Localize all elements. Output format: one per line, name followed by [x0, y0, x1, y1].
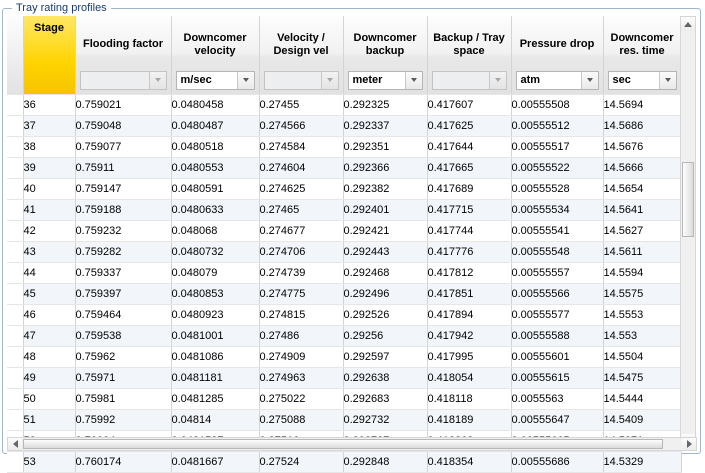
- cell-stage[interactable]: 46: [23, 304, 75, 325]
- column-header-label: Downcomer velocity: [183, 31, 247, 57]
- cell-value[interactable]: 0.00555508: [511, 94, 603, 115]
- cell-value[interactable]: 0.0480458: [171, 94, 259, 115]
- cell-value[interactable]: 0.274775: [259, 283, 343, 304]
- profiles-table: [7, 16, 682, 473]
- cell-value[interactable]: 0.417625: [427, 115, 511, 136]
- table-row[interactable]: [7, 220, 681, 241]
- column-header-label: Pressure drop: [519, 38, 595, 51]
- row-select-cell[interactable]: [7, 115, 23, 136]
- row-select-cell[interactable]: [7, 199, 23, 220]
- cell-value[interactable]: 0.274963: [259, 367, 343, 388]
- cell-value[interactable]: 0.417942: [427, 325, 511, 346]
- chevron-down-icon: [149, 72, 166, 89]
- cell-value[interactable]: 0.04814: [171, 409, 259, 430]
- cell-value[interactable]: 0.27524: [259, 451, 343, 472]
- unit-select-downcomer-velocity[interactable]: [176, 71, 255, 90]
- column-header-label: Velocity / Design vel: [273, 31, 329, 57]
- stage-header-highlight: [24, 16, 75, 94]
- cell-value[interactable]: 14.5504: [603, 346, 681, 367]
- scroll-up-icon[interactable]: [681, 17, 695, 31]
- cell-value[interactable]: 0.292401: [343, 199, 427, 220]
- cell-value[interactable]: 0.0480923: [171, 304, 259, 325]
- cell-value[interactable]: 0.75962: [75, 346, 171, 367]
- cell-value[interactable]: 0.292351: [343, 136, 427, 157]
- cell-value[interactable]: 0.274706: [259, 241, 343, 262]
- row-select-cell[interactable]: [7, 262, 23, 283]
- chevron-down-icon[interactable]: [405, 72, 422, 89]
- cell-value[interactable]: 0.0480853: [171, 283, 259, 304]
- vertical-scrollbar[interactable]: [680, 16, 696, 449]
- column-header-velocity-design-vel[interactable]: [259, 16, 343, 94]
- column-header-backup-tray-space[interactable]: [427, 16, 511, 94]
- cell-value[interactable]: 0.275022: [259, 388, 343, 409]
- cell-value[interactable]: 0.00555541: [511, 220, 603, 241]
- cell-value[interactable]: 0.27455: [259, 94, 343, 115]
- cell-value[interactable]: 0.418354: [427, 451, 511, 472]
- cell-value[interactable]: 0.0480633: [171, 199, 259, 220]
- cell-stage[interactable]: 41: [23, 199, 75, 220]
- column-header-downcomer-velocity[interactable]: [171, 16, 259, 94]
- row-select-cell[interactable]: [7, 304, 23, 325]
- unit-select-pressure-drop[interactable]: [516, 71, 599, 90]
- cell-value[interactable]: 0.00555647: [511, 409, 603, 430]
- row-select-cell[interactable]: [7, 346, 23, 367]
- cell-value[interactable]: 0.27465: [259, 199, 343, 220]
- cell-value[interactable]: 0.274625: [259, 178, 343, 199]
- row-select-cell[interactable]: [7, 241, 23, 262]
- cell-value[interactable]: 0.0481667: [171, 451, 259, 472]
- cell-value[interactable]: 0.00555522: [511, 157, 603, 178]
- table-row[interactable]: [7, 157, 681, 178]
- table-row[interactable]: [7, 325, 681, 346]
- cell-value[interactable]: 0.00555548: [511, 241, 603, 262]
- table-row[interactable]: [7, 283, 681, 304]
- cell-stage[interactable]: 48: [23, 346, 75, 367]
- cell-value[interactable]: 0.418189: [427, 409, 511, 430]
- cell-value[interactable]: 0.760174: [75, 451, 171, 472]
- cell-value[interactable]: 0.417995: [427, 346, 511, 367]
- cell-value[interactable]: 0.0481001: [171, 325, 259, 346]
- cell-value[interactable]: 0.292683: [343, 388, 427, 409]
- vertical-scroll-thumb[interactable]: [682, 162, 694, 237]
- cell-stage[interactable]: 40: [23, 178, 75, 199]
- cell-value[interactable]: 0.274815: [259, 304, 343, 325]
- cell-value[interactable]: 14.5627: [603, 220, 681, 241]
- cell-value[interactable]: 0.417894: [427, 304, 511, 325]
- column-header-label: Stage: [34, 22, 64, 34]
- chevron-down-icon[interactable]: [581, 72, 598, 89]
- cell-value[interactable]: 0.292382: [343, 178, 427, 199]
- cell-value[interactable]: 14.5694: [603, 94, 681, 115]
- cell-value[interactable]: 14.5686: [603, 115, 681, 136]
- cell-value[interactable]: 0.417607: [427, 94, 511, 115]
- cell-value[interactable]: 0.417665: [427, 157, 511, 178]
- cell-value[interactable]: 0.29256: [343, 325, 427, 346]
- column-header-downcomer-backup[interactable]: [343, 16, 427, 94]
- cell-value[interactable]: 14.5666: [603, 157, 681, 178]
- cell-value[interactable]: 0.759464: [75, 304, 171, 325]
- cell-value[interactable]: 0.292337: [343, 115, 427, 136]
- cell-value[interactable]: 0.75911: [75, 157, 171, 178]
- unit-value: meter: [352, 74, 383, 86]
- cell-value[interactable]: 0.292443: [343, 241, 427, 262]
- cell-value[interactable]: 0.418118: [427, 388, 511, 409]
- cell-value[interactable]: 0.292597: [343, 346, 427, 367]
- cell-value[interactable]: 0.759021: [75, 94, 171, 115]
- column-header-flooding-factor[interactable]: [75, 16, 171, 94]
- cell-value[interactable]: 0.417689: [427, 178, 511, 199]
- horizontal-scroll-thumb[interactable]: [23, 439, 663, 449]
- cell-value[interactable]: 0.0055563: [511, 388, 603, 409]
- unit-select-flooding-factor: [80, 71, 167, 90]
- cell-value[interactable]: 14.5611: [603, 241, 681, 262]
- cell-value[interactable]: 0.292366: [343, 157, 427, 178]
- cell-value[interactable]: 0.759077: [75, 136, 171, 157]
- cell-value[interactable]: 0.0481181: [171, 367, 259, 388]
- chevron-down-icon[interactable]: [237, 72, 254, 89]
- table-row[interactable]: [7, 409, 681, 430]
- cell-value[interactable]: 0.00555566: [511, 283, 603, 304]
- unit-select-downcomer-res-time[interactable]: [608, 71, 677, 90]
- cell-value[interactable]: 14.5641: [603, 199, 681, 220]
- cell-value[interactable]: 0.0480487: [171, 115, 259, 136]
- table-row[interactable]: [7, 304, 681, 325]
- cell-value[interactable]: 14.553: [603, 325, 681, 346]
- unit-value: sec: [612, 74, 631, 86]
- cell-value[interactable]: 0.759048: [75, 115, 171, 136]
- row-select-cell[interactable]: [7, 451, 23, 472]
- cell-value[interactable]: 14.5444: [603, 388, 681, 409]
- scroll-right-icon[interactable]: [682, 438, 696, 450]
- cell-value[interactable]: 0.0481086: [171, 346, 259, 367]
- cell-stage[interactable]: 38: [23, 136, 75, 157]
- cell-value[interactable]: 0.00555686: [511, 451, 603, 472]
- cell-value[interactable]: 14.5329: [603, 451, 681, 472]
- cell-value[interactable]: 0.0480553: [171, 157, 259, 178]
- row-select-cell[interactable]: [7, 388, 23, 409]
- cell-stage[interactable]: 50: [23, 388, 75, 409]
- chevron-down-icon: [489, 72, 506, 89]
- unit-select-backup-tray-space: [432, 71, 507, 90]
- column-header-stage[interactable]: [23, 16, 75, 94]
- cell-value[interactable]: 0.0480732: [171, 241, 259, 262]
- cell-value[interactable]: 0.00555512: [511, 115, 603, 136]
- cell-value[interactable]: 0.759147: [75, 178, 171, 199]
- cell-value[interactable]: 0.0481285: [171, 388, 259, 409]
- cell-stage[interactable]: 43: [23, 241, 75, 262]
- cell-value[interactable]: 0.048068: [171, 220, 259, 241]
- tray-rating-profiles-panel: [2, 2, 701, 468]
- chevron-down-icon[interactable]: [659, 72, 676, 89]
- table-row[interactable]: [7, 388, 681, 409]
- cell-value[interactable]: 0.418054: [427, 367, 511, 388]
- row-select-header: [7, 16, 23, 94]
- row-select-cell[interactable]: [7, 136, 23, 157]
- cell-value[interactable]: 14.5409: [603, 409, 681, 430]
- cell-value[interactable]: 0.00555615: [511, 367, 603, 388]
- cell-stage[interactable]: 53: [23, 451, 75, 472]
- column-header-label: Downcomer backup: [353, 31, 417, 57]
- chevron-down-icon: [321, 72, 338, 89]
- cell-value[interactable]: 0.0480518: [171, 136, 259, 157]
- cell-value[interactable]: 0.759538: [75, 325, 171, 346]
- cell-stage[interactable]: 45: [23, 283, 75, 304]
- cell-value[interactable]: 0.75971: [75, 367, 171, 388]
- row-select-cell[interactable]: [7, 367, 23, 388]
- cell-value[interactable]: 0.759232: [75, 220, 171, 241]
- table-header: [7, 16, 681, 94]
- table-row[interactable]: [7, 241, 681, 262]
- cell-value[interactable]: 0.00555588: [511, 325, 603, 346]
- cell-value[interactable]: 14.5475: [603, 367, 681, 388]
- cell-value[interactable]: 0.27486: [259, 325, 343, 346]
- row-select-cell[interactable]: [7, 94, 23, 115]
- cell-value[interactable]: 0.00555528: [511, 178, 603, 199]
- cell-value[interactable]: 0.00555534: [511, 199, 603, 220]
- profiles-grid-container[interactable]: [7, 16, 697, 468]
- row-select-cell[interactable]: [7, 283, 23, 304]
- table-row[interactable]: [7, 178, 681, 199]
- cell-value[interactable]: 0.292421: [343, 220, 427, 241]
- cell-value[interactable]: 0.0480591: [171, 178, 259, 199]
- cell-value[interactable]: 0.417644: [427, 136, 511, 157]
- cell-value[interactable]: 0.292848: [343, 451, 427, 472]
- cell-value[interactable]: 0.274584: [259, 136, 343, 157]
- table-row[interactable]: [7, 115, 681, 136]
- table-row[interactable]: [7, 346, 681, 367]
- cell-value[interactable]: 0.274909: [259, 346, 343, 367]
- cell-value[interactable]: 0.759188: [75, 199, 171, 220]
- column-header-label: Downcomer res. time: [610, 31, 674, 57]
- cell-value[interactable]: 0.417851: [427, 283, 511, 304]
- cell-value[interactable]: 14.5575: [603, 283, 681, 304]
- cell-value[interactable]: 0.00555517: [511, 136, 603, 157]
- cell-value[interactable]: 0.274739: [259, 262, 343, 283]
- cell-value[interactable]: 0.417776: [427, 241, 511, 262]
- cell-value[interactable]: 0.275088: [259, 409, 343, 430]
- column-header-downcomer-res-time[interactable]: [603, 16, 681, 94]
- cell-value[interactable]: 0.417744: [427, 220, 511, 241]
- cell-value[interactable]: 0.292325: [343, 94, 427, 115]
- row-select-cell[interactable]: [7, 325, 23, 346]
- row-select-cell[interactable]: [7, 409, 23, 430]
- cell-stage[interactable]: 47: [23, 325, 75, 346]
- cell-value[interactable]: 14.5594: [603, 262, 681, 283]
- cell-stage[interactable]: 37: [23, 115, 75, 136]
- cell-value[interactable]: 0.759337: [75, 262, 171, 283]
- cell-value[interactable]: 0.417812: [427, 262, 511, 283]
- cell-value[interactable]: 0.292496: [343, 283, 427, 304]
- cell-value[interactable]: 0.274677: [259, 220, 343, 241]
- cell-value[interactable]: 0.75981: [75, 388, 171, 409]
- scroll-left-icon[interactable]: [8, 438, 22, 450]
- table-row[interactable]: [7, 199, 681, 220]
- row-select-cell[interactable]: [7, 178, 23, 199]
- column-header-pressure-drop[interactable]: [511, 16, 603, 94]
- column-header-label: Flooding factor: [82, 38, 164, 51]
- cell-stage[interactable]: 51: [23, 409, 75, 430]
- table-body[interactable]: [7, 94, 681, 472]
- cell-value[interactable]: 0.274604: [259, 157, 343, 178]
- cell-value[interactable]: 0.292638: [343, 367, 427, 388]
- panel-title: Tray rating profiles: [12, 2, 111, 14]
- cell-value[interactable]: 14.5676: [603, 136, 681, 157]
- cell-value[interactable]: 0.00555577: [511, 304, 603, 325]
- cell-value[interactable]: 14.5654: [603, 178, 681, 199]
- cell-value[interactable]: 0.292526: [343, 304, 427, 325]
- cell-value[interactable]: 0.417715: [427, 199, 511, 220]
- cell-value[interactable]: 0.759397: [75, 283, 171, 304]
- table-row[interactable]: [7, 262, 681, 283]
- row-select-cell[interactable]: [7, 220, 23, 241]
- unit-value: atm: [520, 74, 541, 86]
- table-row[interactable]: [7, 367, 681, 388]
- unit-select-downcomer-backup[interactable]: [348, 71, 423, 90]
- table-row[interactable]: [7, 136, 681, 157]
- cell-value[interactable]: 0.292732: [343, 409, 427, 430]
- cell-value[interactable]: 0.75992: [75, 409, 171, 430]
- cell-stage[interactable]: 44: [23, 262, 75, 283]
- row-select-cell[interactable]: [7, 157, 23, 178]
- table-row[interactable]: [7, 451, 681, 472]
- unit-value: m/sec: [180, 74, 212, 86]
- cell-stage[interactable]: 36: [23, 94, 75, 115]
- cell-value[interactable]: 0.048079: [171, 262, 259, 283]
- cell-stage[interactable]: 49: [23, 367, 75, 388]
- table-row[interactable]: [7, 94, 681, 115]
- cell-value[interactable]: 0.00555557: [511, 262, 603, 283]
- column-header-label: Backup / Tray space: [433, 31, 505, 57]
- cell-value[interactable]: 0.00555601: [511, 346, 603, 367]
- unit-select-velocity-design-vel: [264, 71, 339, 90]
- cell-stage[interactable]: 42: [23, 220, 75, 241]
- horizontal-scrollbar[interactable]: [7, 437, 697, 451]
- cell-value[interactable]: 14.5553: [603, 304, 681, 325]
- cell-value[interactable]: 0.274566: [259, 115, 343, 136]
- cell-value[interactable]: 0.759282: [75, 241, 171, 262]
- cell-stage[interactable]: 39: [23, 157, 75, 178]
- cell-value[interactable]: 0.292468: [343, 262, 427, 283]
